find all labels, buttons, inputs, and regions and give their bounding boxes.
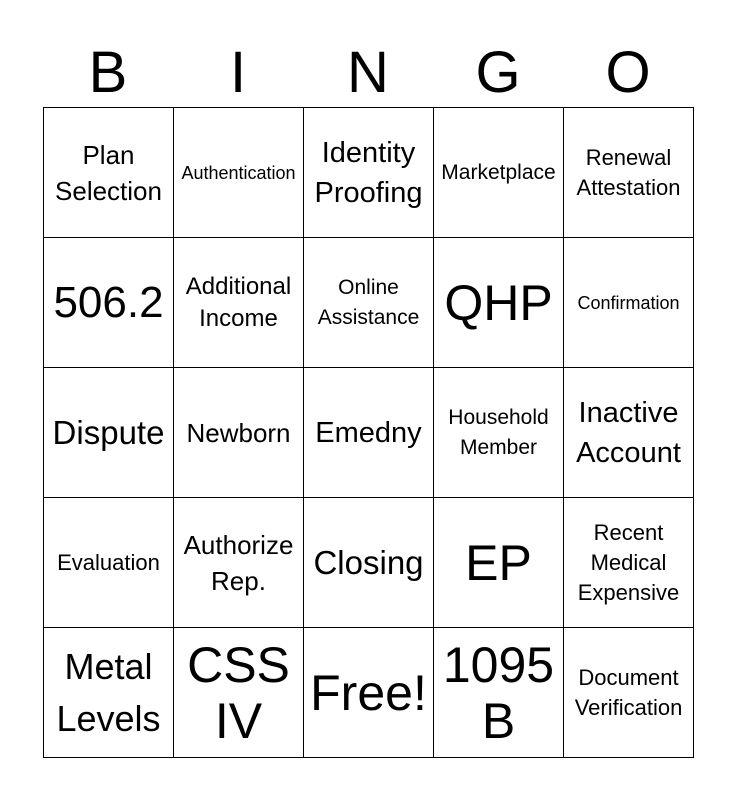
bingo-cell-r5-c2[interactable]	[174, 628, 304, 758]
cell-text: QHP	[444, 274, 553, 331]
cell-text: Marketplace	[441, 160, 556, 184]
cell-text: Additional Income	[185, 272, 292, 332]
cell-text: Renewal Attestation	[576, 144, 681, 200]
bingo-board	[43, 107, 694, 758]
cell-text: Authorize Rep.	[183, 529, 294, 596]
bingo-cell-r3-c4[interactable]	[434, 368, 564, 498]
bingo-cell-r5-c5[interactable]	[564, 628, 694, 758]
cell-text: CSS IV	[187, 636, 290, 749]
cell-text: Evaluation	[57, 549, 160, 575]
bingo-cell-r1-c3[interactable]	[304, 108, 434, 238]
bingo-cell-r4-c5[interactable]	[564, 498, 694, 628]
cell-text: Newborn	[186, 417, 291, 448]
cell-text: EP	[465, 534, 532, 591]
bingo-cell-r5-c4[interactable]	[434, 628, 564, 758]
bingo-cell-r3-c3[interactable]	[304, 368, 434, 498]
bingo-cell-r2-c1[interactable]	[44, 238, 174, 368]
header-letter-i: I	[229, 40, 247, 105]
bingo-cell-r4-c2[interactable]	[174, 498, 304, 628]
bingo-cell-r1-c2[interactable]	[174, 108, 304, 238]
cell-text: Recent Medical Expensive	[577, 519, 680, 605]
cell-text: 506.2	[53, 277, 164, 327]
cell-text: Document Verification	[574, 664, 683, 720]
cell-text: Identity Proofing	[314, 136, 423, 209]
bingo-cell-r4-c4[interactable]	[434, 498, 564, 628]
bingo-cell-r1-c4[interactable]	[434, 108, 564, 238]
bingo-cell-r3-c5[interactable]	[564, 368, 694, 498]
cell-text: Free!	[310, 664, 427, 721]
cell-text: Plan Selection	[55, 139, 162, 206]
bingo-cell-r2-c4[interactable]	[434, 238, 564, 368]
cell-text: 1095 B	[442, 636, 555, 749]
header-letter-n: N	[347, 40, 389, 105]
header-letter-o: O	[605, 40, 651, 105]
bingo-cell-r2-c5[interactable]	[564, 238, 694, 368]
bingo-cell-r2-c3[interactable]	[304, 238, 434, 368]
cell-text: Online Assistance	[317, 275, 420, 329]
cell-text: Dispute	[52, 413, 165, 451]
bingo-cell-r3-c1[interactable]	[44, 368, 174, 498]
bingo-cell-r2-c2[interactable]	[174, 238, 304, 368]
cell-text: Metal Levels	[56, 645, 161, 739]
bingo-header	[43, 38, 693, 108]
cell-text: Household Member	[448, 405, 549, 459]
header-letter-b: B	[88, 40, 128, 105]
bingo-cell-r3-c2[interactable]	[174, 368, 304, 498]
bingo-cell-r4-c1[interactable]	[44, 498, 174, 628]
cell-text: Confirmation	[577, 292, 680, 313]
cell-text: Closing	[313, 543, 424, 581]
bingo-cell-r5-c1[interactable]	[44, 628, 174, 758]
header-letter-g: G	[475, 40, 521, 105]
bingo-cell-r4-c3[interactable]	[304, 498, 434, 628]
cell-text: Inactive Account	[576, 396, 681, 469]
cell-text: Authentication	[181, 162, 296, 183]
bingo-cell-free-space[interactable]	[304, 628, 434, 758]
bingo-cell-r1-c1[interactable]	[44, 108, 174, 238]
cell-text: Emedny	[315, 416, 422, 449]
bingo-cell-r1-c5[interactable]	[564, 108, 694, 238]
